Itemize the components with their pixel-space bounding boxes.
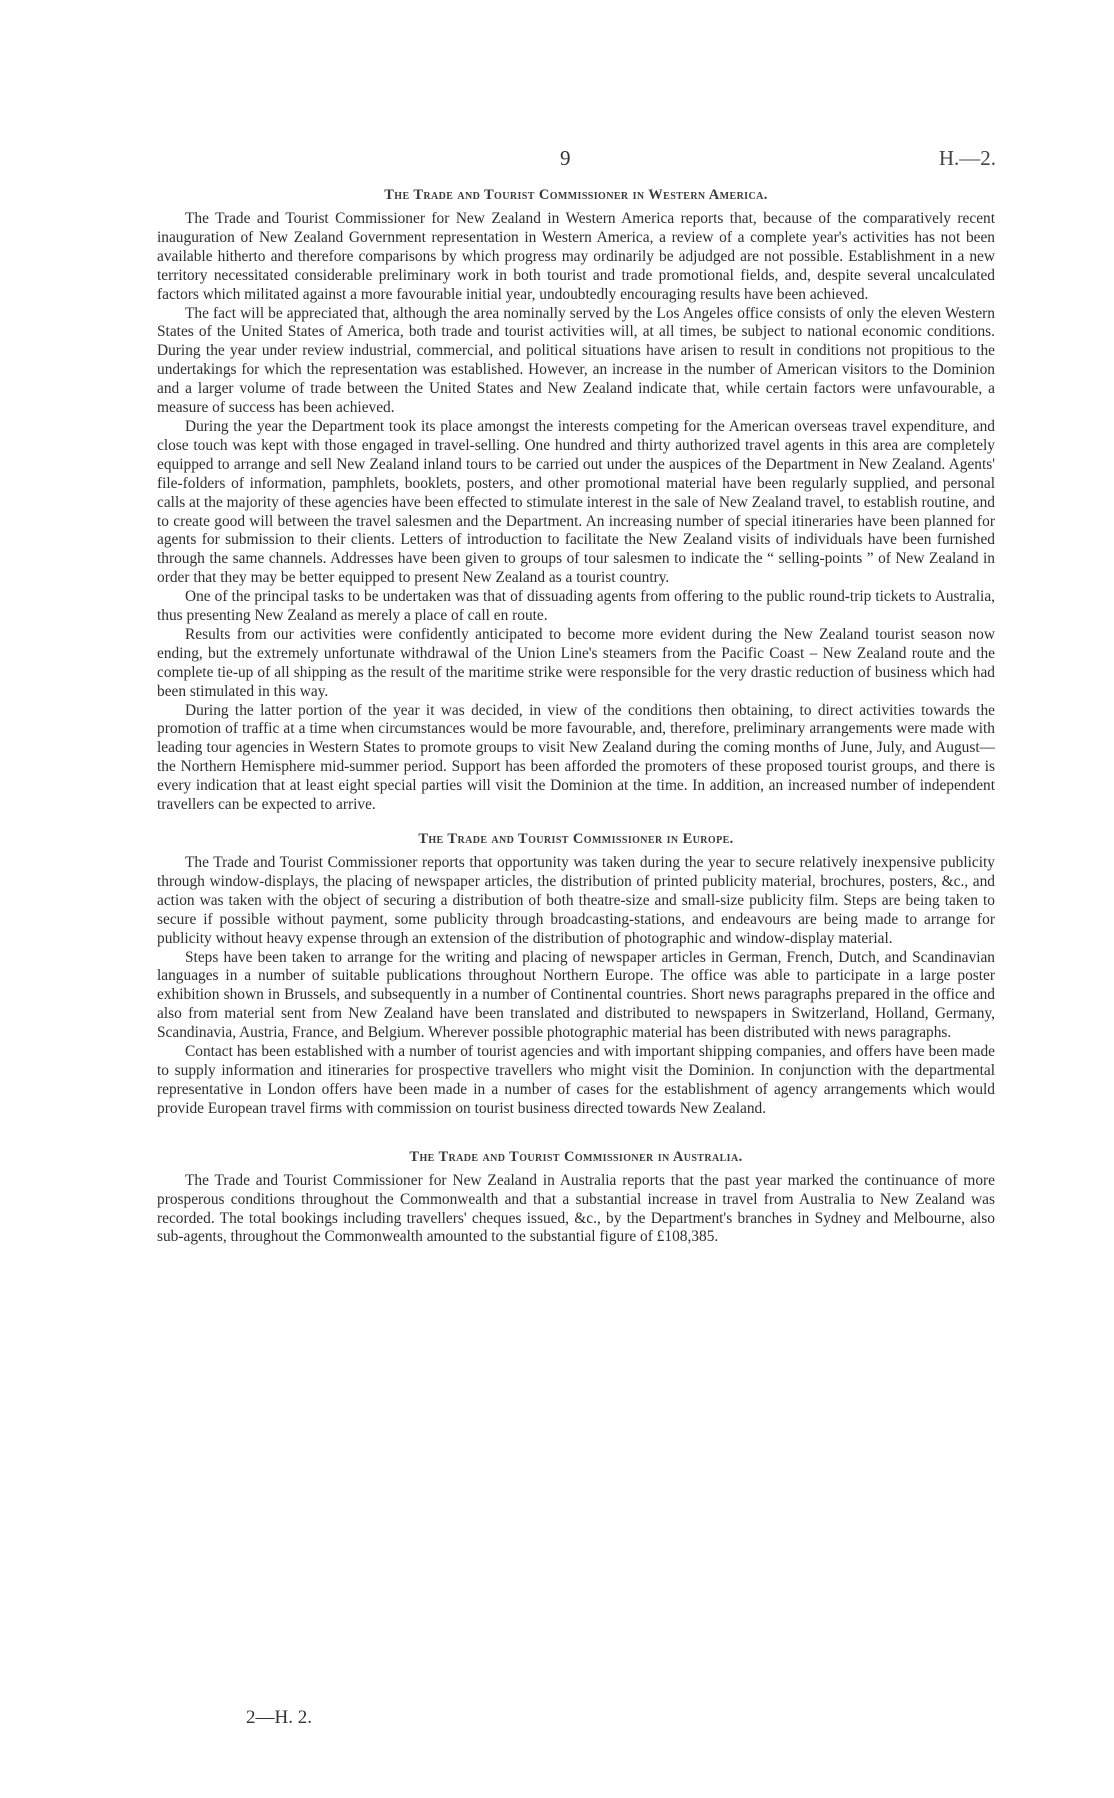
paragraph: During the year the Department took its place amongst the interests competing for the American overseas travel expenditure, and close touch was kept with those engaged in travel-selling. One hundred and thirty authorized travel agents in this area are completely equipped to arrange and sell New Zealand inland tours to be carried out under the auspices of the Department in New Zealand. Agents' file-folders of information, pamphlets, booklets, posters, and other promotional material have been regularly supplied, and personal calls at the majority of these agencies have been effected to stimulate interest in the sale of New Zealand travel, to establish routine, and to create good will between the travel salesmen and the Department. An increasing number of special itineraries have been planned for agents for submission to their clients. Letters of introduction to facilitate the New Zealand visits of individuals have been furnished through the same channels. Addresses have been given to groups of tour salesmen to indicate the “ selling-points ” of New Zealand in order that they may be better equipped to present New Zealand as a tourist country. [157, 417, 995, 587]
paragraph: The Trade and Tourist Commissioner for New Zealand in Australia reports that the past year marked the continuance of more prosperous conditions throughout the Commonwealth and that a substantial increase in travel from Australia to New Zealand was recorded. The total bookings including travellers' cheques issued, &c., by the Department's branches in Sydney and Melbourne, also sub-agents, throughout the Commonwealth amounted to the substantial figure of £108,385. [157, 1171, 995, 1246]
section-heading: The Trade and Tourist Commissioner in Europe. [418, 831, 734, 847]
section-heading: The Trade and Tourist Commissioner in Western America. [384, 187, 768, 203]
document-body [157, 187, 995, 1247]
report-reference: H.—2. [938, 146, 996, 170]
paragraph: One of the principal tasks to be undertaken was that of dissuading agents from offering to the public round-trip tickets to Australia, thus presenting New Zealand as merely a place of call en route. [157, 588, 995, 625]
section-europe [157, 831, 995, 1119]
paragraph: Contact has been established with a number of tourist agencies and with important shipping companies, and offers have been made to supply information and itineraries for prospective travellers who might visit the Dominion. In conjunction with the departmental representative in London offers have been made in a number of cases for the establishment of agency arrangements which would provide European travel firms with commission on tourist business directed towards New Zealand. [157, 1043, 995, 1117]
section-western-america [157, 187, 995, 815]
section-heading: The Trade and Tourist Commissioner in Australia. [409, 1148, 743, 1165]
paragraph: During the latter portion of the year it was decided, in view of the conditions then obtaining, to direct activities towards the promotion of traffic at a time when circumstances would be more favourable, and, therefore, preliminary arrangements were made with leading tour agencies in Western States to promote groups to visit New Zealand during the coming months of June, July, and August— the Northern Hemisphere mid-summer period. Support has been afforded the promoters of these proposed tourist groups, and there is every indication that at least eight special parties will visit the Dominion at the time. In addition, an increased number of independent travellers can be expected to arrive. [157, 701, 995, 814]
paragraph: Results from our activities were confidently anticipated to become more evident during the New Zealand tourist season now ending, but the extremely unfortunate withdrawal of the Union Line's steamers from the Pacific Coast – New Zealand route and the complete tie-up of all shipping as the result of the maritime strike were responsible for the very drastic reduction of business which had been stimulated in this way. [157, 625, 995, 700]
paragraph: The fact will be appreciated that, although the area nominally served by the Los Angeles office consists of only the eleven Western States of the United States of America, both trade and tourist activities will, at all times, be subject to national economic conditions. During the year under review industrial, commercial, and political situations have arisen to result in conditions not propitious to the undertakings for which the representation was established. However, an increase in the number of American visitors to the Dominion and a larger volume of trade between the United States and New Zealand indicate that, while certain factors were unfavourable, a measure of success has been achieved. [157, 304, 995, 417]
paragraph: Steps have been taken to arrange for the writing and placing of newspaper articles in German, French, Dutch, and Scandinavian languages in a number of suitable publications throughout Northern Europe. The office was able to participate in a large poster exhibition shown in Brussels, and subsequently in a number of Continental countries. Short news paragraphs prepared in the office and also from material sent from New Zealand have been translated and distributed to newspapers in Switzerland, Holland, Germany, Scandinavia, Austria, France, and Belgium. Wherever possible photographic material has been distributed with news paragraphs. [157, 948, 995, 1042]
page-number: 9 [560, 146, 571, 170]
signature-reference: 2—H. 2. [246, 1707, 312, 1728]
paragraph: The Trade and Tourist Commissioner for New Zealand in Western America reports that, because of the comparatively recent inauguration of New Zealand Government representation in Western America, a review of a complete year's activities has not been available hitherto and therefore comparisons by which progress may ordinarily be adjudged are not possible. Establishment in a new territory necessitated considerable preliminary work in both tourist and trade promotional fields, and, despite several uncalculated factors which militated against a more favourable initial year, undoubtedly encouraging results have been achieved. [157, 210, 995, 303]
section-australia [157, 1149, 995, 1248]
paragraph: The Trade and Tourist Commissioner reports that opportunity was taken during the year to secure relatively inexpensive publicity through window-displays, the placing of newspaper articles, the distribution of printed publicity material, brochures, posters, &c., and action was taken with the object of securing a distribution of both theatre-size and small-size publicity film. Steps are being taken to secure if possible without payment, some publicity through broadcasting-stations, and endeavours are being made to arrange for publicity without heavy expense through an extension of the distribution of photographic and window-display material. [157, 854, 995, 947]
